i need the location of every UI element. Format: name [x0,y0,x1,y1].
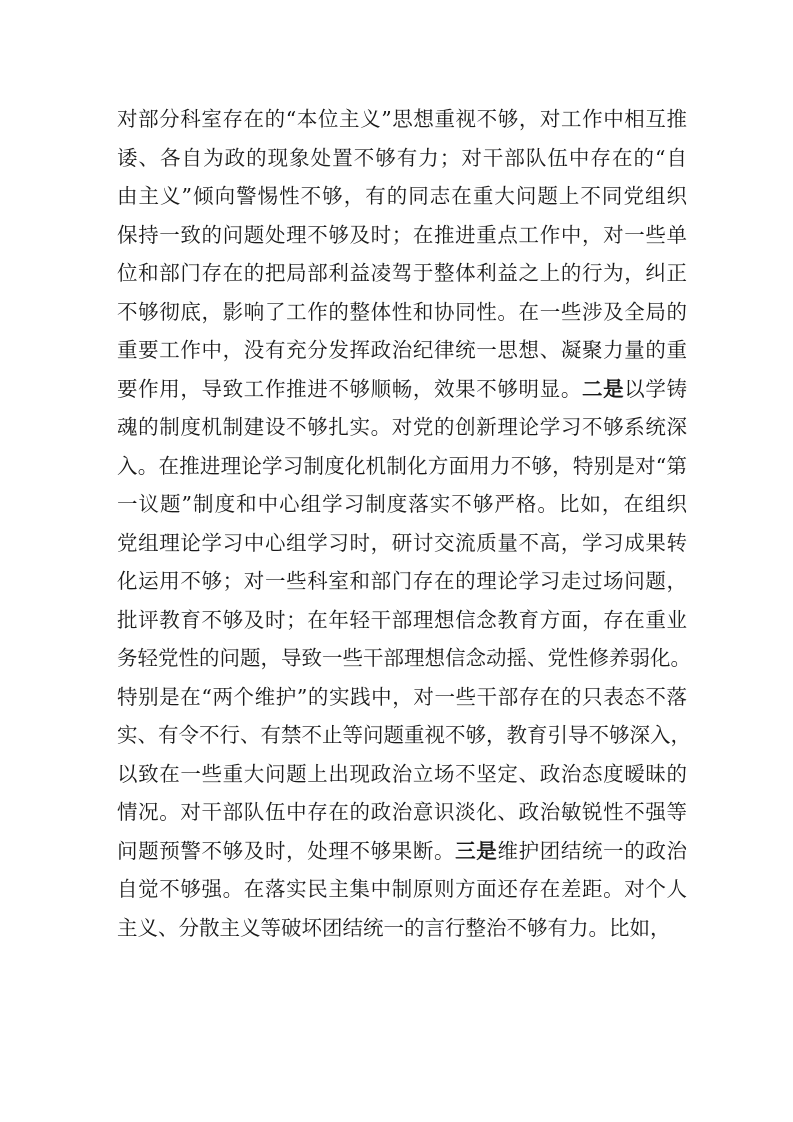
text-segment: 以学铸 [624,376,688,401]
enumeration-marker: 三是 [455,838,498,863]
text-line: 实、有令不行、有禁不止等问题重视不够，教育引导不够深入， [117,723,691,747]
text-line: 务轻党性的问题，导致一些干部理想信念动摇、党性修养弱化。 [117,646,691,670]
text-line: 入。在推进理论学习制度化机制化方面用力不够，特别是对“第 [117,453,687,478]
text-line: 自觉不够强。在落实民主集中制原则方面还存在差距。对个人 [117,877,687,901]
text-segment: 维护团结统一的政治 [497,838,688,863]
text-line: 不够彻底，影响了工作的整体性和协同性。在一些涉及全局的 [117,299,687,324]
text-line: 位和部门存在的把局部利益凌驾于整体利益之上的行为，纠正 [117,261,687,285]
text-line: 由主义”倾向警惕性不够，有的同志在重大问题上不同党组织 [117,184,687,208]
text-line: 化运用不够；对一些科室和部门存在的理论学习走过场问题， [117,569,687,593]
text-line: 保持一致的问题处理不够及时；在推进重点工作中，对一些单 [117,222,687,247]
text-line: 以致在一些重大问题上出现政治立场不坚定、政治态度暧昧的 [117,761,687,786]
text-line: 对部分科室存在的“本位主义”思想重视不够，对工作中相互推 [117,107,687,131]
text-segment: 要作用，导致工作推进不够顺畅，效果不够明显。 [117,376,582,401]
text-line: 特别是在“两个维护”的实践中，对一些干部存在的只表态不落 [117,684,687,709]
enumeration-marker: 二是 [581,376,625,401]
text-line: 情况。对干部队伍中存在的政治意识淡化、政治敏锐性不强等 [117,800,687,824]
text-line [117,370,687,409]
text-line: 党组理论学习中心组学习时，研讨交流质量不高，学习成果转 [117,530,687,555]
text-line: 诿、各自为政的现象处置不够有力；对干部队伍中存在的“自 [117,145,687,170]
text-line: 主义、分散主义等破坏团结统一的言行整治不够有力。比如， [117,915,671,940]
body-paragraph [117,100,691,947]
text-line: 批评教育不够及时；在年轻干部理想信念教育方面，存在重业 [117,607,687,632]
text-line: 魂的制度机制建设不够扎实。对党的创新理论学习不够系统深 [117,415,687,439]
text-line: 重要工作中，没有充分发挥政治纪律统一思想、凝聚力量的重 [117,338,687,362]
text-line: 一议题”制度和中心组学习制度落实不够严格。比如，在组织 [117,492,687,516]
text-segment: 问题预警不够及时，处理不够果断。 [117,838,456,863]
text-line [117,832,687,871]
